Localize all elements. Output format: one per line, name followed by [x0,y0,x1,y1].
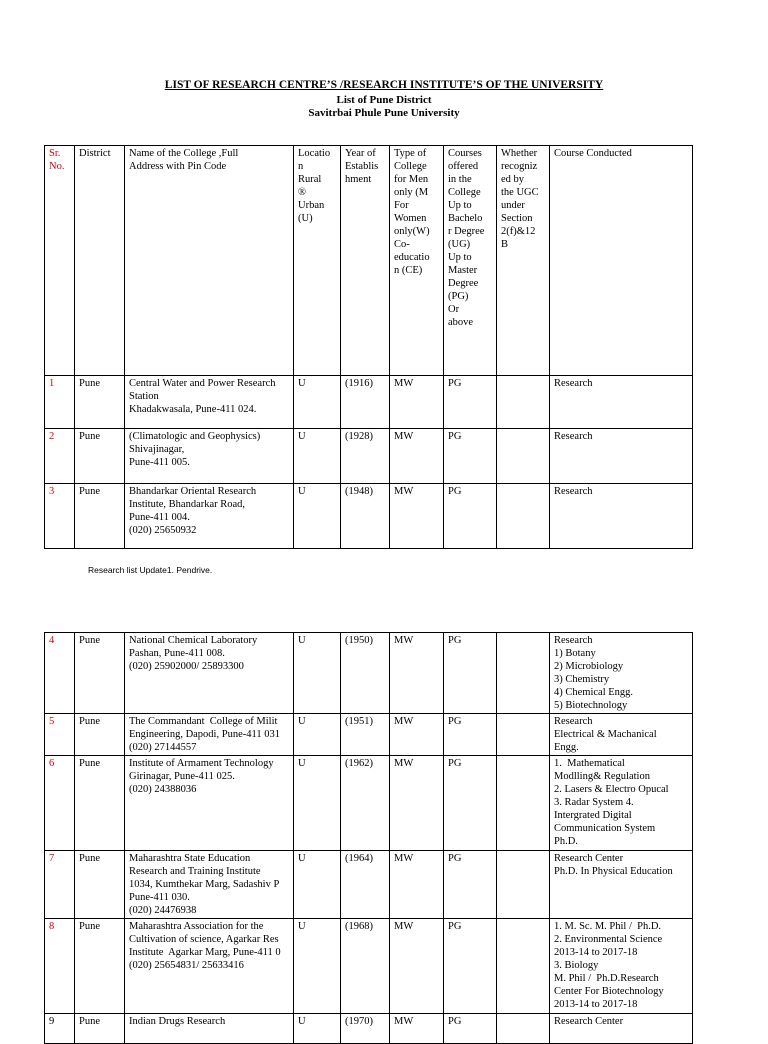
column-header-courses: Courses offered in the College Up to Bachelo r Degree (UG) Up to Master Degree (PG) Or above [444,146,497,376]
document-title: LIST OF RESEARCH CENTRE’S /RESEARCH INSTITUTE’S OF THE UNIVERSITY [164,79,604,91]
table-row: 1 Pune Central Water and Power Research Station Khadakwasala, Pune-411 024. U (1916) MW PG Research [45,376,693,429]
footer-note: Research list Update1. Pendrive. [88,565,213,575]
table-row: 9 Pune Indian Drugs Research U (1970) MW PG Research Center [45,1014,693,1044]
column-header-sr-no: Sr. No. [45,146,75,376]
table-header-row [45,146,693,376]
column-header-type: Type of College for Men only (M For Women only(W) Co- educatio n (CE) [390,146,444,376]
university-name: Savitrbai Phule Pune University [308,107,460,119]
research-centres-table-page1 [44,145,693,549]
column-header-year: Year of Establis hment [341,146,390,376]
table-row: 6 Pune Institute of Armament Technology Girinagar, Pune-411 025. (020) 24388036 U (1962) MW PG 1. Mathematical Modlling& Regulation 2. Lasers & Electro Opucal 3. Radar System 4. Intergrated Digital Communication System Ph.D. [45,756,693,851]
table-row: 4 Pune National Chemical Laboratory Pashan, Pune-411 008. (020) 25902000/ 25893300 U (1950) MW PG Research 1) Botany 2) Microbiology 3) Chemistry 4) Chemical Engg. 5) Biotechnology [45,633,693,714]
table-row: 5 Pune The Commandant College of Milit Engineering, Dapodi, Pune-411 031 (020) 27144557 U (1951) MW PG Research Electrical & Machanical Engg. [45,714,693,756]
column-header-course-conducted: Course Conducted [550,146,693,376]
column-header-location: Locatio n Rural ® Urban (U) [294,146,341,376]
table-row: 3 Pune Bhandarkar Oriental Research Institute, Bhandarkar Road, Pune-411 004. (020) 25650932 U (1948) MW PG Research [45,484,693,549]
table-row: 7 Pune Maharashtra State Education Research and Training Institute 1034, Kumthekar Marg, Sadashiv P Pune-411 030. (020) 24476938 U (1964) MW PG Research Center Ph.D. In Physical Education [45,851,693,919]
column-header-name: Name of the College ,Full Address with Pin Code [125,146,294,376]
column-header-district: District [75,146,125,376]
research-centres-table-page2 [44,632,693,1044]
column-header-ugc: Whether recogniz ed by the UGC under Section 2(f)&12 B [497,146,550,376]
table-row: 8 Pune Maharashtra Association for the Cultivation of science, Agarkar Res Institute Agarkar Marg, Pune-411 0 (020) 25654831/ 25633416 U (1968) MW PG 1. M. Sc. M. Phil / Ph.D. 2. Environmental Science 2013-14 to 2017-18 3. Biology M. Phil / Ph.D.Research Center For Biotechnology 2013-14 to 2017-18 [45,919,693,1014]
table-row: 2 Pune (Climatologic and Geophysics) Shivajinagar, Pune-411 005. U (1928) MW PG Research [45,429,693,484]
document-subtitle: List of Pune District [336,94,432,106]
